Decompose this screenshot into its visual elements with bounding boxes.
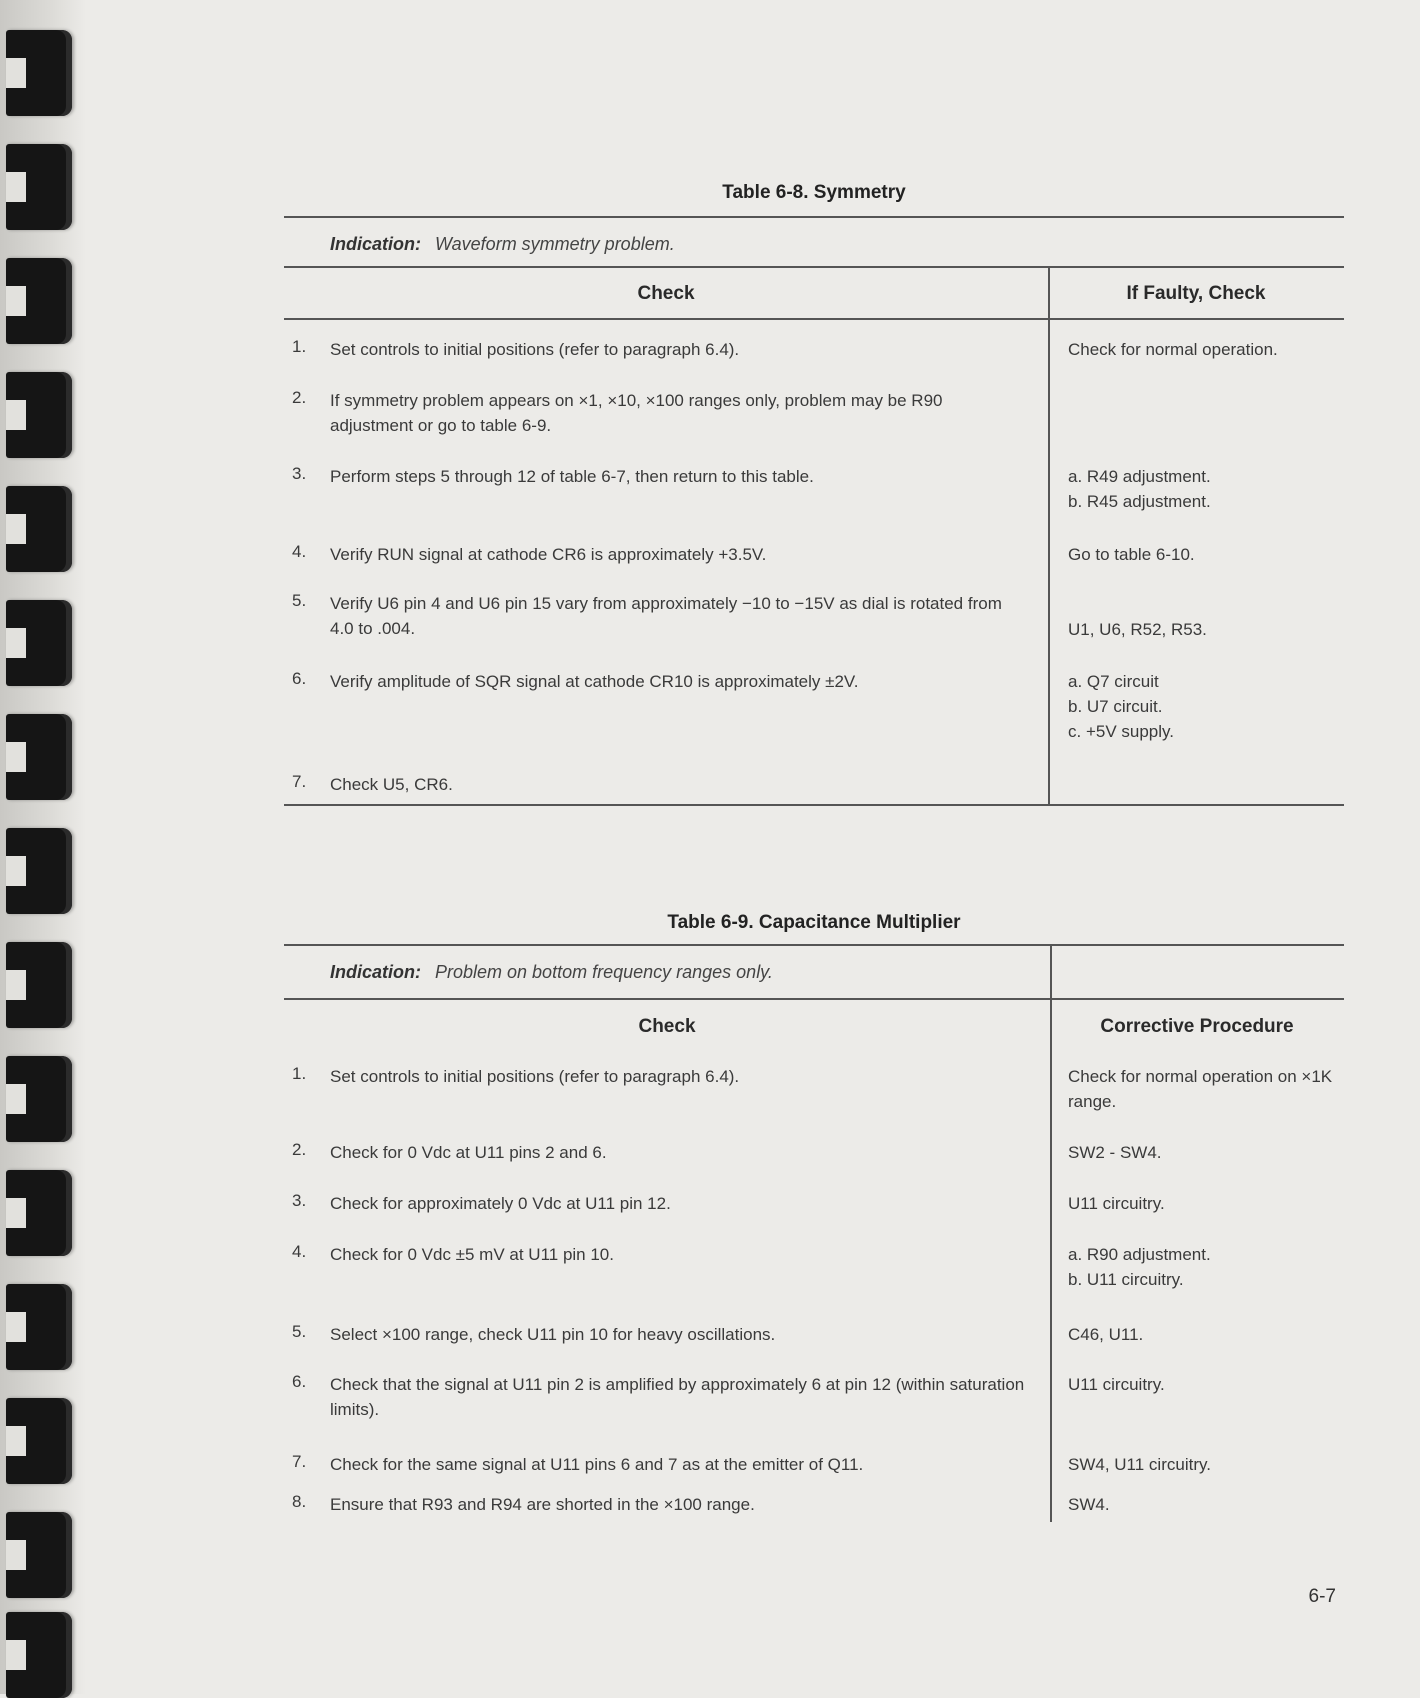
step-number: 6.	[292, 669, 307, 688]
check-text: Check for 0 Vdc ±5 mV at U11 pin 10.	[330, 1245, 614, 1264]
table-rule	[284, 998, 1344, 1000]
table-6-9-title: Table 6-9. Capacitance Multiplier	[667, 912, 961, 933]
indication	[330, 962, 773, 983]
corrective-text: a. R90 adjustment. b. U11 circuitry.	[1068, 1245, 1211, 1289]
step-number: 4.	[292, 1242, 307, 1261]
binder-ring	[6, 828, 72, 914]
step-number: 7.	[292, 1452, 307, 1471]
check-text: Check U5, CR6.	[330, 775, 453, 794]
column-header-corrective-procedure: Corrective Procedure	[1100, 1016, 1294, 1037]
indication-label: Indication:	[330, 962, 421, 982]
binder-ring	[6, 1170, 72, 1256]
corrective-text: SW2 - SW4.	[1068, 1143, 1162, 1162]
binding-spine	[0, 0, 86, 1694]
step-number: 4.	[292, 542, 307, 561]
step-number: 7.	[292, 772, 307, 791]
indication-label: Indication:	[330, 234, 421, 254]
check-text: Check for the same signal at U11 pins 6 and 7 as at the emitter of Q11.	[330, 1455, 864, 1474]
binder-ring	[6, 1284, 72, 1370]
binder-ring	[6, 144, 72, 230]
corrective-text: SW4, U11 circuitry.	[1068, 1455, 1211, 1474]
table-rule	[284, 266, 1344, 268]
column-header-check: Check	[638, 1016, 696, 1037]
check-text: Check that the signal at U11 pin 2 is amplified by approximately 6 at pin 12 (within saturation limits).	[330, 1375, 1025, 1419]
table-rule	[284, 318, 1344, 320]
step-number: 5.	[292, 1322, 307, 1341]
check-text: Perform steps 5 through 12 of table 6-7, then return to this table.	[330, 467, 814, 486]
faulty-check-text: a. R49 adjustment. b. R45 adjustment.	[1068, 467, 1211, 511]
binder-ring	[6, 372, 72, 458]
binder-ring	[6, 600, 72, 686]
step-number: 8.	[292, 1492, 307, 1511]
binder-ring	[6, 1398, 72, 1484]
corrective-text: C46, U11.	[1068, 1325, 1144, 1344]
faulty-check-text: U1, U6, R52, R53.	[1068, 620, 1207, 639]
indication	[330, 234, 675, 255]
corrective-text: U11 circuitry.	[1068, 1194, 1165, 1213]
step-number: 2.	[292, 1140, 307, 1159]
symmetry-table	[284, 216, 1344, 806]
corrective-text: U11 circuitry.	[1068, 1375, 1165, 1394]
capacitance-multiplier-table	[284, 944, 1344, 1524]
binder-ring	[6, 1612, 72, 1698]
step-number: 1.	[292, 337, 307, 356]
table-rule	[284, 944, 1344, 946]
binder-ring	[6, 258, 72, 344]
check-text: Verify amplitude of SQR signal at cathode CR10 is approximately ±2V.	[330, 672, 859, 691]
corrective-text: SW4.	[1068, 1495, 1110, 1514]
check-text: Set controls to initial positions (refer to paragraph 6.4).	[330, 340, 740, 359]
step-number: 2.	[292, 388, 307, 407]
step-number: 3.	[292, 464, 307, 483]
column-divider	[1048, 266, 1050, 804]
step-number: 6.	[292, 1372, 307, 1391]
check-text: Check for approximately 0 Vdc at U11 pin 12.	[330, 1194, 671, 1213]
binder-ring	[6, 486, 72, 572]
faulty-check-text: Go to table 6-10.	[1068, 545, 1195, 564]
binder-ring	[6, 942, 72, 1028]
column-header-check: Check	[637, 283, 695, 304]
faulty-check-text: Check for normal operation.	[1068, 340, 1278, 359]
binder-ring	[6, 30, 72, 116]
step-number: 3.	[292, 1191, 307, 1210]
binder-ring	[6, 714, 72, 800]
step-number: 5.	[292, 591, 307, 610]
check-text: Check for 0 Vdc at U11 pins 2 and 6.	[330, 1143, 607, 1162]
binder-ring	[6, 1512, 72, 1598]
indication-text: Problem on bottom frequency ranges only.	[435, 962, 773, 982]
binder-ring	[6, 1056, 72, 1142]
check-text: If symmetry problem appears on ×1, ×10, ×100 ranges only, problem may be R90 adjustment or go to table 6-9.	[330, 391, 943, 435]
check-text: Ensure that R93 and R94 are shorted in the ×100 range.	[330, 1495, 755, 1514]
table-rule	[284, 216, 1344, 218]
check-text: Verify RUN signal at cathode CR6 is approximately +3.5V.	[330, 545, 767, 564]
step-number: 1.	[292, 1064, 307, 1083]
page-number: 6-7	[1308, 1586, 1336, 1607]
check-text: Verify U6 pin 4 and U6 pin 15 vary from approximately −10 to −15V as dial is rotated from 4.0 to .004.	[330, 594, 1002, 638]
corrective-text: Check for normal operation on ×1K range.	[1068, 1067, 1333, 1111]
indication-text: Waveform symmetry problem.	[435, 234, 675, 254]
table-rule	[284, 804, 1344, 806]
column-header-if-faulty: If Faulty, Check	[1126, 283, 1266, 304]
table-6-8-title: Table 6-8. Symmetry	[722, 182, 906, 203]
check-text: Set controls to initial positions (refer to paragraph 6.4).	[330, 1067, 740, 1086]
check-text: Select ×100 range, check U11 pin 10 for heavy oscillations.	[330, 1325, 776, 1344]
faulty-check-text: a. Q7 circuit b. U7 circuit. c. +5V supply.	[1068, 672, 1174, 741]
